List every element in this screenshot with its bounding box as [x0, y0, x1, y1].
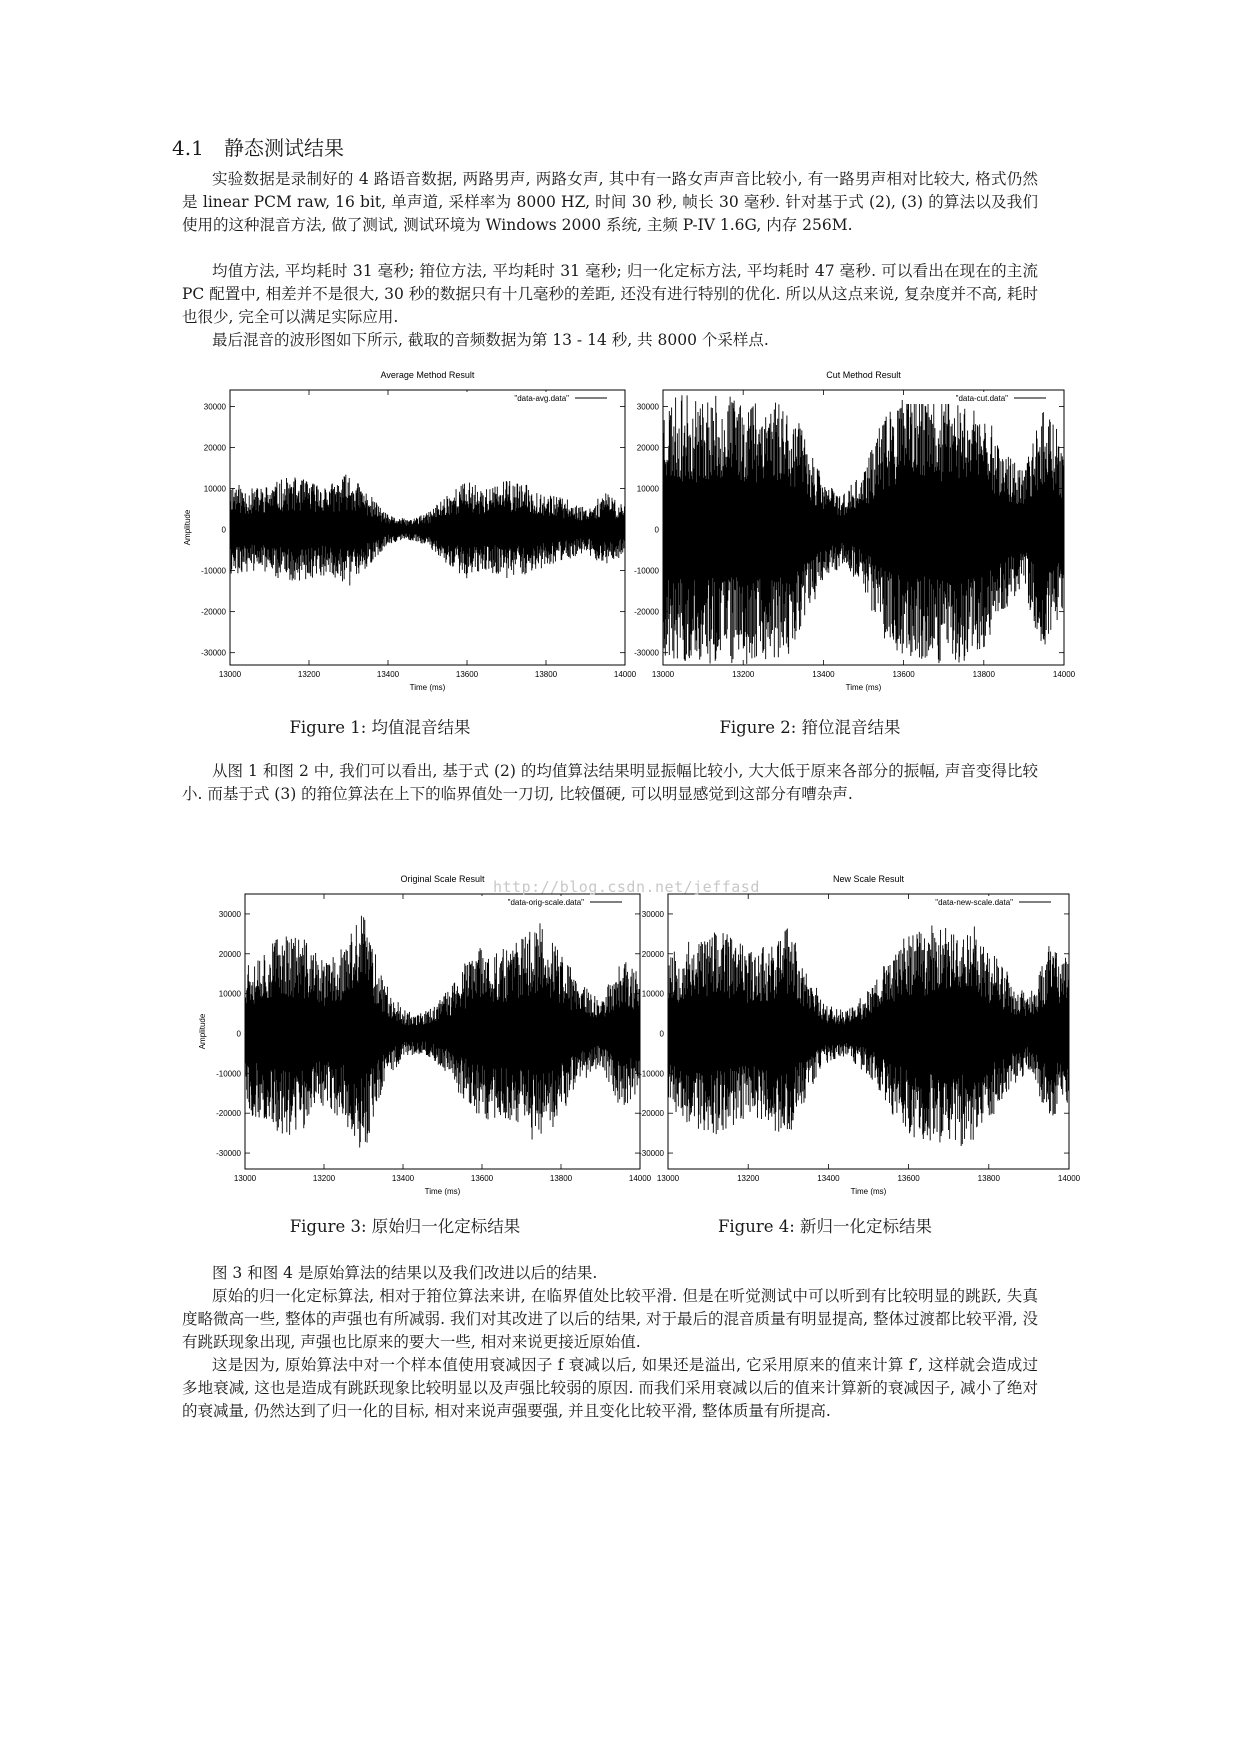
paragraph-original-scale: 原始的归一化定标算法, 相对于箝位算法来讲, 在临界值处比较平滑. 但是在听觉测试中可以听到有比较明显的跳跃, 失真度略微高一些, 整体的声强也有所减弱. 我们对其改进了以后的结果, 对于最后的混音质量有明显提高, 整体过渡都比较平滑, 没有跳跃现象出现, 声强也比原来的要大一些, 相对来说更接近原始值.: [182, 1287, 1038, 1351]
y-axis-label: Amplitude: [183, 509, 192, 546]
y-tick-label: -10000: [634, 566, 659, 576]
y-tick-label: 0: [221, 525, 226, 535]
y-tick-label: -10000: [639, 1069, 664, 1079]
x-tick-label: 13800: [534, 670, 558, 679]
paragraph-new-scale-reason: 这是因为, 原始算法中对一个样本值使用衰减因子 f 衰减以后, 如果还是溢出, 它采用原来的值来计算 f′, 这样就会造成过多地衰减, 这也是造成有跳跃现象比较明显以及声强比较弱的原因. 而我们采用衰减以后的值来计算新的衰减因子, 减小了绝对的衰减量, 仍然达到了归一化的目标, 相对来说声强要强, 并且变化比较平滑, 整体质量有所提高.: [182, 1356, 1038, 1420]
figure-4: [623, 872, 1081, 1202]
x-tick-label: 13800: [977, 1174, 1000, 1183]
y-tick-label: -20000: [634, 607, 659, 617]
y-tick-label: 30000: [636, 402, 659, 412]
x-tick-label: 14000: [628, 1174, 652, 1183]
y-tick-label: 20000: [218, 949, 241, 959]
waveform-series: [668, 925, 1069, 1146]
figure-3: [185, 872, 652, 1202]
watermark: http://blog.csdn.net/jeffasd: [493, 878, 760, 896]
y-tick-label: -20000: [216, 1109, 241, 1119]
section-title-text: 静态测试结果: [224, 136, 344, 160]
x-tick-label: 13600: [892, 670, 915, 679]
y-tick-label: 20000: [641, 949, 664, 959]
x-tick-label: 13200: [737, 1174, 760, 1183]
legend-label: "data-new-scale.data": [935, 898, 1013, 907]
x-axis-label: Time (ms): [409, 683, 446, 692]
figure-2-caption: Figure 2: 箝位混音结果: [719, 718, 901, 737]
x-tick-label: 14000: [1052, 670, 1076, 679]
y-tick-label: 30000: [641, 909, 664, 919]
chart-title: New Scale Result: [832, 874, 905, 884]
chart-original-scale: [185, 872, 652, 1202]
legend-label: "data-orig-scale.data": [507, 898, 584, 907]
y-tick-label: -20000: [201, 607, 226, 617]
y-tick-label: -30000: [201, 648, 226, 658]
figure-2: [618, 368, 1076, 698]
waveform-series: [245, 916, 640, 1148]
x-tick-label: 13000: [218, 670, 242, 679]
x-tick-label: 13800: [549, 1174, 573, 1183]
x-tick-label: 13800: [972, 670, 995, 679]
y-axis-label: Amplitude: [198, 1013, 207, 1050]
section-number: 4.1: [172, 136, 204, 160]
x-tick-label: 13600: [455, 670, 479, 679]
y-tick-label: 0: [236, 1029, 241, 1039]
paragraph-fig1-2-analysis: 从图 1 和图 2 中, 我们可以看出, 基于式 (2) 的均值算法结果明显振幅比较小, 大大低于原来各部分的振幅, 声音变得比较小. 而基于式 (3) 的箝位算法在上下的临界值处一刀切, 比较僵硬, 可以明显感觉到这部分有嘈杂声.: [182, 762, 1038, 803]
x-tick-label: 13200: [312, 1174, 336, 1183]
x-tick-label: 13000: [233, 1174, 257, 1183]
y-tick-label: 10000: [641, 989, 664, 999]
x-axis-label: Time (ms): [845, 683, 882, 692]
chart-title: Original Scale Result: [400, 874, 485, 884]
chart-new-scale: [623, 872, 1081, 1202]
waveform-series: [230, 475, 625, 586]
y-tick-label: 0: [659, 1029, 664, 1039]
y-tick-label: -10000: [201, 566, 226, 576]
y-tick-label: 30000: [203, 402, 226, 412]
waveform-series: [663, 395, 1064, 664]
y-tick-label: 20000: [636, 443, 659, 453]
x-tick-label: 13000: [656, 1174, 680, 1183]
chart-title: Cut Method Result: [826, 370, 901, 380]
chart-title: Average Method Result: [380, 370, 475, 380]
x-tick-label: 14000: [1057, 1174, 1081, 1183]
x-axis-label: Time (ms): [424, 1187, 461, 1196]
paragraph-fig3-4-intro: 图 3 和图 4 是原始算法的结果以及我们改进以后的结果.: [212, 1264, 598, 1282]
figure-1-caption: Figure 1: 均值混音结果: [289, 718, 471, 737]
y-tick-label: 30000: [218, 909, 241, 919]
figure-1: [170, 368, 637, 698]
y-tick-label: 10000: [203, 484, 226, 494]
y-tick-label: 0: [654, 525, 659, 535]
x-tick-label: 13200: [732, 670, 755, 679]
x-tick-label: 13600: [897, 1174, 920, 1183]
paragraph-waveform-intro: 最后混音的波形图如下所示, 截取的音频数据为第 13 - 14 秒, 共 8000 个采样点.: [212, 331, 769, 349]
y-tick-label: 20000: [203, 443, 226, 453]
x-tick-label: 13400: [812, 670, 835, 679]
chart-cut-method: [618, 368, 1076, 698]
x-tick-label: 14000: [613, 670, 637, 679]
y-tick-label: 10000: [636, 484, 659, 494]
x-tick-label: 13600: [470, 1174, 494, 1183]
x-tick-label: 13400: [391, 1174, 415, 1183]
paragraph-timing: 均值方法, 平均耗时 31 毫秒; 箝位方法, 平均耗时 31 毫秒; 归一化定标方法, 平均耗时 47 毫秒. 可以看出在现在的主流 PC 配置中, 相差并不是很大, 30 秒的数据只有十几毫秒的差距, 还没有进行特别的优化. 所以从这点来说, 复杂度并不高, 耗时也很少, 完全可以满足实际应用.: [182, 262, 1038, 326]
paragraph-experiment-data: 实验数据是录制好的 4 路语音数据, 两路男声, 两路女声, 其中有一路女声声音比较小, 有一路男声相对比较大, 格式仍然是 linear PCM raw, 16 bit, 单声道, 采样率为 8000 HZ, 时间 30 秒, 帧长 30 毫秒. 针对基于式 (2), (3) 的算法以及我们使用的这种混音方法, 做了测试, 测试环境为 Windows 2000 系统, 主频 P-IV 1.6G, 内存 256M.: [182, 170, 1038, 234]
legend-label: "data-avg.data": [514, 394, 569, 403]
y-tick-label: -30000: [639, 1149, 664, 1159]
y-tick-label: -30000: [634, 648, 659, 658]
x-axis-label: Time (ms): [850, 1187, 887, 1196]
x-tick-label: 13400: [817, 1174, 840, 1183]
x-tick-label: 13400: [376, 670, 400, 679]
x-tick-label: 13200: [297, 670, 321, 679]
chart-average-method: [170, 368, 637, 698]
x-tick-label: 13000: [651, 670, 675, 679]
y-tick-label: -30000: [216, 1149, 241, 1159]
legend-label: "data-cut.data": [955, 394, 1008, 403]
y-tick-label: -20000: [639, 1109, 664, 1119]
y-tick-label: 10000: [218, 989, 241, 999]
y-tick-label: -10000: [216, 1069, 241, 1079]
figure-4-caption: Figure 4: 新归一化定标结果: [717, 1217, 933, 1236]
section-title: [172, 132, 344, 161]
figure-3-caption: Figure 3: 原始归一化定标结果: [289, 1217, 521, 1236]
